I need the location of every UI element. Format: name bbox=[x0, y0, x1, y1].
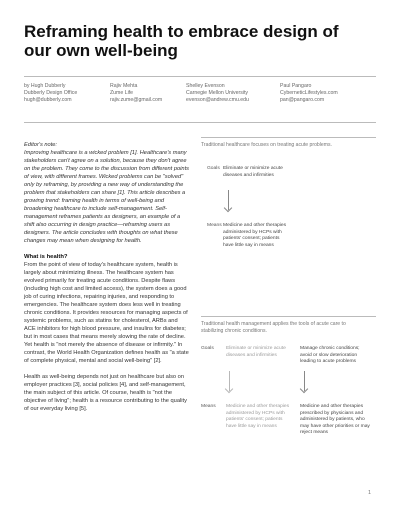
section-heading: What is health? bbox=[24, 254, 68, 260]
figure-divider bbox=[201, 316, 376, 317]
page-number: 1 bbox=[368, 490, 372, 496]
author-email[interactable]: evenson@andrew.cmu.edu bbox=[186, 97, 249, 103]
body-paragraph: Health as well-being depends not just on healthcare but also on employer practices [3], social policies [4], and self-management, the main subject of this article. Of course, health is "not the objective of living"; health is a resource contributing to the quality of our everyday living [5]. bbox=[24, 374, 187, 412]
author-name: Shelley Evenson bbox=[186, 83, 225, 89]
figure-divider bbox=[201, 137, 376, 138]
means-label: Means bbox=[207, 223, 222, 228]
figure-caption: Traditional health management applies the tools of acute care to stabilizing chronic conditions. bbox=[201, 321, 346, 334]
author-org: CyberneticLifestyles.com bbox=[280, 90, 338, 96]
article-column bbox=[24, 141, 190, 419]
author-name: by Hugh Dubberly bbox=[24, 83, 66, 89]
author-org: Zume Life bbox=[110, 90, 134, 96]
goals-label: Goals bbox=[201, 346, 214, 351]
figure-acute-care bbox=[201, 137, 376, 277]
author-list bbox=[24, 83, 376, 107]
author-dubberly bbox=[24, 83, 77, 104]
author-email[interactable]: pan@pangaro.com bbox=[280, 97, 325, 103]
author-pangaro bbox=[280, 83, 338, 104]
author-evenson bbox=[186, 83, 249, 104]
goals-text-chronic: Manage chronic conditions; avoid or slow deterioration leading to acute problems bbox=[300, 346, 360, 364]
arrow-down-icon bbox=[229, 371, 230, 391]
author-org: Carnegie Mellon University bbox=[186, 90, 248, 96]
author-email[interactable]: hugh@dubberly.com bbox=[24, 97, 72, 103]
body-paragraph: From the point of view of today's healthcare system, health is largely about minimizing illness. The healthcare system has evolved primarily for treating acute conditions. Despite flaws (including high cost and limited access), the system does a good job of curing infections, repairing injuries, and responding to emergencies. The healthcare system does less well in treating chronic conditions. It provides resources for managing aspects of systemic problems, such as statins for cholesterol, ARBs and ACE inhibitors for high blood pressure, and insulins for diabetes; but in most cases that means merely slowing the rate of decline. Yet health is "not merely the absence of disease or infirmity." In contrast, the World Health Organization defines health as "a state of complete physical, mental and social well-being" [2]. bbox=[24, 262, 189, 364]
author-name: Rajiv Mehta bbox=[110, 83, 138, 89]
goals-text-acute: Eliminate or minimize acute diseases and infirmities bbox=[226, 346, 286, 358]
means-label: Means bbox=[201, 404, 216, 409]
arrow-down-icon bbox=[304, 371, 305, 391]
means-text-chronic: Medicine and other therapies prescribed by physicians and administered by patients, who may have other priorities or may reject means bbox=[300, 404, 370, 435]
author-name: Paul Pangaro bbox=[280, 83, 312, 89]
arrow-down-icon bbox=[228, 190, 229, 210]
author-org: Dubberly Design Office bbox=[24, 90, 78, 96]
author-mehta bbox=[110, 83, 162, 104]
means-text-acute: Medicine and other therapies administered by HCPs with patients' consent; patients have little say in means bbox=[226, 404, 290, 429]
header-divider bbox=[24, 76, 376, 77]
editors-note-text: Improving healthcare is a wicked problem [1]. Healthcare's many stakeholders can't agree on a solution, because they don't agree on the problem. They come to the discussion from different points of view, with different frames. Wicked problems can be "solved" only by reframing, by providing a new way of understanding the problem that stakeholders can share [1]. This article describes a growing trend: framing health in terms of well-being and broadening healthcare to include self-management. Self-management reframes patients as designers, an example of a shift also occurring in design practice—reframing users as designers. The article concludes with thoughts on what these changes may mean when designing for health. bbox=[24, 150, 190, 244]
figure-chronic-care bbox=[201, 316, 376, 466]
goals-label: Goals bbox=[207, 166, 220, 171]
author-email[interactable]: rajiv.zume@gmail.com bbox=[110, 97, 163, 103]
page-title: Reframing health to embrace design of our own well-being bbox=[24, 22, 339, 60]
means-text: Medicine and other therapies administered by HCPs with patients' consent; patients have little say in means bbox=[223, 223, 287, 248]
authors-divider bbox=[24, 122, 376, 123]
editors-note-heading: Editor's note: bbox=[24, 142, 58, 148]
figure-caption: Traditional healthcare focuses on treating acute problems. bbox=[201, 142, 332, 148]
goals-text: Eliminate or minimize acute diseases and infirmities bbox=[223, 166, 283, 178]
